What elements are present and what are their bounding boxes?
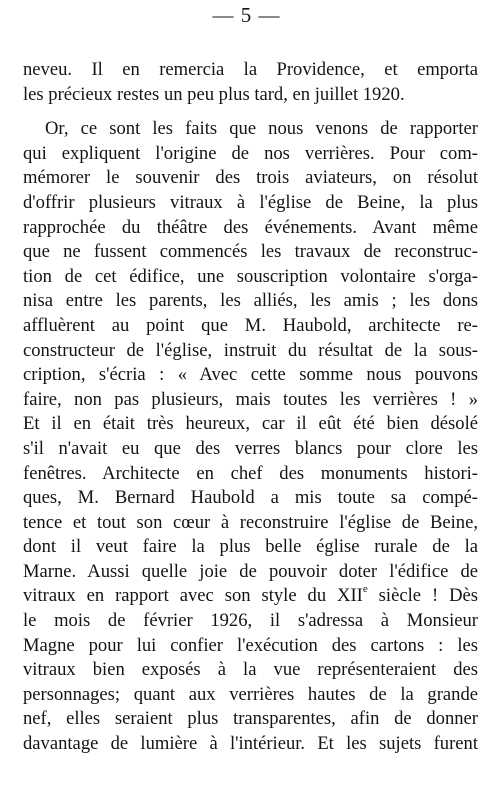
text-line: Et il en était très heureux, car il eût été bien désolé [23, 413, 478, 435]
paragraph-gap [23, 107, 478, 117]
text-line: fenêtres. Architecte en chef des monuments histori- [23, 462, 478, 484]
text-line: mémorer le souvenir des trois aviateurs, on résolut [23, 167, 478, 189]
text-line: affluèrent au point que M. Haubold, architecte re- [23, 314, 478, 336]
text-line: d'offrir plusieurs vitraux à l'église de Beine, la plus [23, 191, 478, 213]
text-line: davantage de lumière à l'intérieur. Et les sujets furent [23, 733, 478, 755]
text-line: faire, non pas plusieurs, mais toutes les verrières ! » [23, 388, 478, 410]
text-line: constructeur de l'église, instruit du résultat de la sous- [23, 339, 478, 361]
text-line: que ne fussent commencés les travaux de reconstruc- [23, 241, 478, 263]
text-line: ques, M. Bernard Haubold a mis toute sa compé- [23, 487, 478, 509]
text-line: tion de cet édifice, une souscription volontaire s'orga- [23, 265, 478, 287]
text-line: Or, ce sont les faits que nous venons de rapporter [45, 118, 478, 140]
page-number: — 5 — [212, 3, 281, 27]
text-line: nef, elles seraient plus transparentes, afin de donner [23, 708, 478, 730]
text-line: le mois de février 1926, il s'adressa à Monsieur [23, 610, 478, 632]
text-line: rapprochée du théâtre des événements. Avant même [23, 216, 478, 238]
text-line: s'il n'avait eu que des verres blancs pour clore les [23, 437, 478, 459]
text-line: cription, s'écria : « Avec cette somme nous pouvons [23, 364, 478, 386]
body-text [23, 58, 478, 757]
ordinal-superscript: e [362, 583, 368, 596]
text-line: vitraux bien exposés à la vue représenteraient des [23, 659, 478, 681]
text-line: Magne pour lui confier l'exécution des cartons : les [23, 634, 478, 656]
text-line: vitraux en rapport avec son style du XIIe siècle ! Dès [23, 583, 478, 607]
text-line: neveu. Il en remercia la Providence, et emporta [23, 59, 478, 80]
text-line: les précieux restes un peu plus tard, en juillet 1920. [23, 83, 405, 105]
text-line: tence et tout son cœur à reconstruire l'église de Beine, [23, 511, 478, 533]
text-line: dont il veut faire la plus belle église rurale de la [23, 536, 478, 558]
text-line: qui expliquent l'origine de nos verrières. Pour com- [23, 142, 478, 164]
text-line: personnages; quant aux verrières hautes de la grande [23, 683, 478, 705]
text-line: Marne. Aussi quelle joie de pouvoir doter l'édifice de [23, 560, 478, 582]
text-line: nisa entre les parents, les alliés, les amis ; les dons [23, 290, 478, 312]
